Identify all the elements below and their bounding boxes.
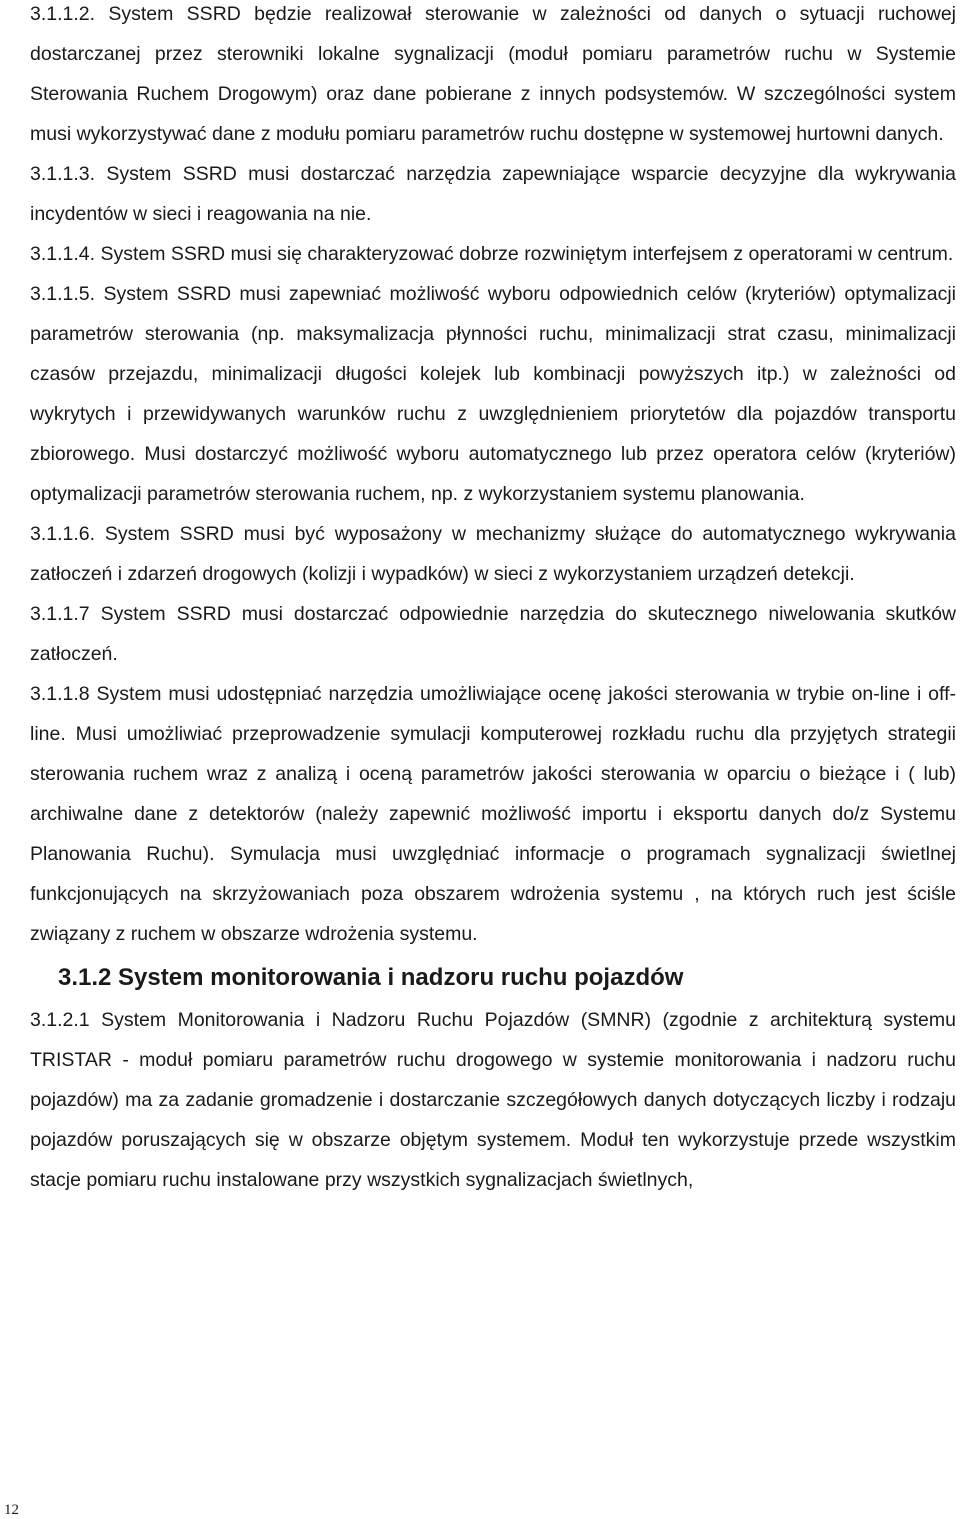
section-heading: 3.1.2 System monitorowania i nadzoru ruchu pojazdów — [58, 964, 684, 991]
paragraph-3-1-1-8: 3.1.1.8 System musi udostępniać narzędzia umożliwiające ocenę jakości sterowania w trybie on-line i off-line. Musi umożliwiać przeprowadzenie symulacji komputerowej rozkładu ruchu dla przyjętych strategii sterowania ruchem wraz z analizą i oceną parametrów jakości sterowania w oparciu o bieżące i ( lub) archiwalne dane z detektorów (należy zapewnić możliwość importu i eksportu danych do/z Systemu Planowania Ruchu). Symulacja musi uwzględniać informacje o programach sygnalizacji świetlnej funkcjonujących na skrzyżowaniach poza obszarem wdrożenia systemu , na których ruch jest ściśle związany z ruchem w obszarze wdrożenia systemu. — [30, 683, 956, 945]
document-page — [30, 0, 956, 1200]
paragraph-3-1-1-2: 3.1.1.2. System SSRD będzie realizował sterowanie w zależności od danych o sytuacji ruchowej dostarczanej przez sterowniki lokalne sygnalizacji (moduł pomiaru parametrów ruchu w Systemie Sterowania Ruchem Drogowym) oraz dane pobierane z innych podsystemów. W szczególności system musi wykorzystywać dane z modułu pomiaru parametrów ruchu dostępne w systemowej hurtowni danych. — [30, 3, 956, 145]
paragraph-3-1-1-5: 3.1.1.5. System SSRD musi zapewniać możliwość wyboru odpowiednich celów (kryteriów) optymalizacji parametrów sterowania (np. maksymalizacja płynności ruchu, minimalizacji strat czasu, minimalizacji czasów przejazdu, minimalizacji długości kolejek lub kombinacji powyższych itp.) w zależności od wykrytych i przewidywanych warunków ruchu z uwzględnieniem priorytetów dla pojazdów transportu zbiorowego. Musi dostarczyć możliwość wyboru automatycznego lub przez operatora celów (kryteriów) optymalizacji parametrów sterowania ruchem, np. z wykorzystaniem systemu planowania. — [30, 283, 956, 505]
paragraph-3-1-2-1: 3.1.2.1 System Monitorowania i Nadzoru Ruchu Pojazdów (SMNR) (zgodnie z architekturą systemu TRISTAR - moduł pomiaru parametrów ruchu drogowego w systemie monitorowania i nadzoru ruchu pojazdów) ma za zadanie gromadzenie i dostarczanie szczegółowych danych dotyczących liczby i rodzaju pojazdów poruszających się w obszarze objętym systemem. Moduł ten wykorzystuje przede wszystkim stacje pomiaru ruchu instalowane przy wszystkich sygnalizacjach świetlnych, — [30, 1009, 956, 1191]
paragraph-3-1-1-6: 3.1.1.6. System SSRD musi być wyposażony w mechanizmy służące do automatycznego wykrywania zatłoczeń i zdarzeń drogowych (kolizji i wypadków) w sieci z wykorzystaniem urządzeń detekcji. — [30, 523, 956, 585]
paragraph-3-1-1-4: 3.1.1.4. System SSRD musi się charakteryzować dobrze rozwiniętym interfejsem z operatorami w centrum. — [30, 243, 954, 265]
paragraph-3-1-1-7: 3.1.1.7 System SSRD musi dostarczać odpowiednie narzędzia do skutecznego niwelowania skutków zatłoczeń. — [30, 603, 956, 665]
paragraph-3-1-1-3: 3.1.1.3. System SSRD musi dostarczać narzędzia zapewniające wsparcie decyzyjne dla wykrywania incydentów w sieci i reagowania na nie. — [30, 163, 956, 225]
page-number: 12 — [4, 1502, 19, 1518]
